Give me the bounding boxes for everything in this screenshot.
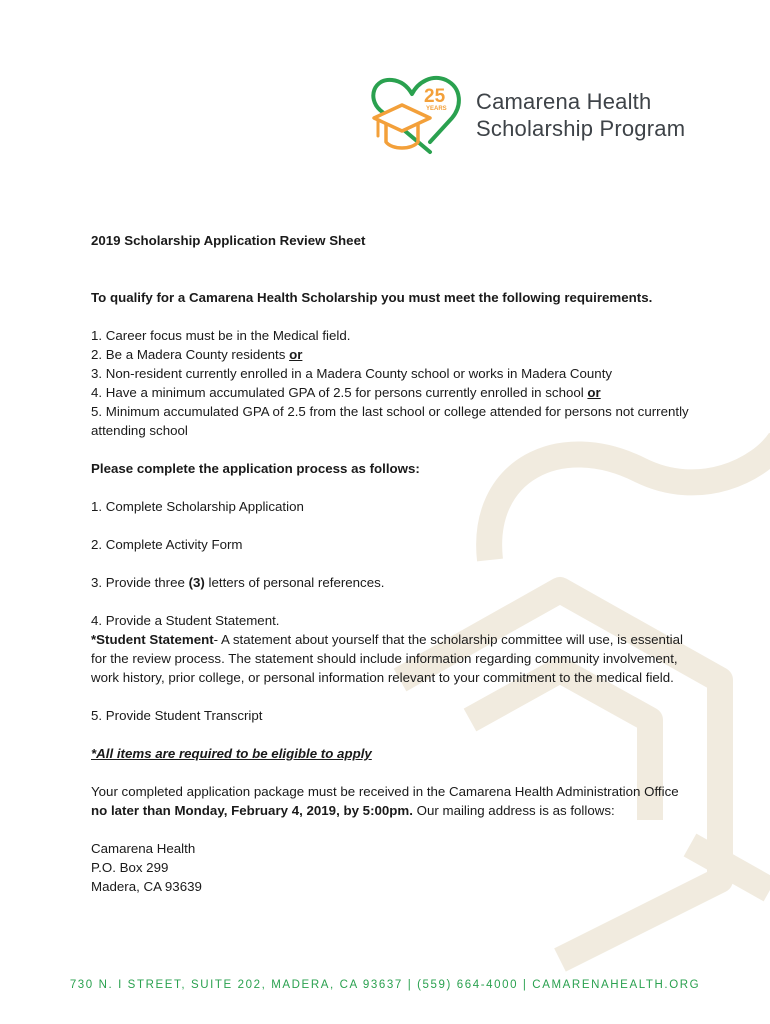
deadline-paragraph: Your completed application package must be received in the Camarena Health Administration Office no later than Monday, February 4, 2019, by 5:00pm. Our mailing address is as follows: — [91, 784, 679, 818]
address-line-3: Madera, CA 93639 — [91, 879, 202, 894]
logo-line-1: Camarena Health — [476, 89, 652, 114]
process-step-4: 4. Provide a Student Statement. — [91, 613, 280, 628]
student-statement-description: *Student Statement- A statement about yourself that the scholarship committee will use, is essential for the review process. The statement should include information regarding community involvement, work history, prior college, or personal information relevant to your commitment to the medical field. — [91, 632, 683, 685]
document-title: 2019 Scholarship Application Review Sheet — [91, 233, 366, 248]
process-step-5: 5. Provide Student Transcript — [91, 708, 263, 723]
requirement-5: 5. Minimum accumulated GPA of 2.5 from the last school or college attended for persons not currently attending school — [91, 404, 689, 438]
address-line-2: P.O. Box 299 — [91, 860, 169, 875]
process-heading: Please complete the application process as follows: — [91, 461, 420, 476]
process-step-3: 3. Provide three (3) letters of personal references. — [91, 575, 385, 590]
badge-label: YEARS — [426, 106, 447, 112]
required-note: *All items are required to be eligible to apply — [91, 746, 372, 761]
requirement-3: 3. Non-resident currently enrolled in a Madera County school or works in Madera County — [91, 366, 613, 381]
requirement-2: 2. Be a Madera County residents or — [91, 347, 303, 362]
process-step-2: 2. Complete Activity Form — [91, 537, 243, 552]
logo-line-2: Scholarship Program — [476, 116, 686, 141]
badge-number: 25 — [424, 86, 446, 107]
process-step-1: 1. Complete Scholarship Application — [91, 499, 304, 514]
or-text: or — [289, 347, 303, 362]
or-text: or — [587, 385, 601, 400]
footer-contact: 730 N. I STREET, SUITE 202, MADERA, CA 93637 | (559) 664-4000 | CAMARENAHEALTH.ORG — [69, 979, 701, 991]
document-body — [91, 231, 691, 896]
requirement-4: 4. Have a minimum accumulated GPA of 2.5 for persons currently enrolled in school or — [91, 385, 601, 400]
graduation-cap-heart-icon — [362, 72, 472, 162]
logo-text — [476, 88, 685, 142]
requirements-heading: To qualify for a Camarena Health Scholarship you must meet the following requirements. — [91, 290, 653, 305]
requirement-1: 1. Career focus must be in the Medical field. — [91, 328, 351, 343]
logo — [362, 72, 692, 162]
address-line-1: Camarena Health — [91, 841, 196, 856]
